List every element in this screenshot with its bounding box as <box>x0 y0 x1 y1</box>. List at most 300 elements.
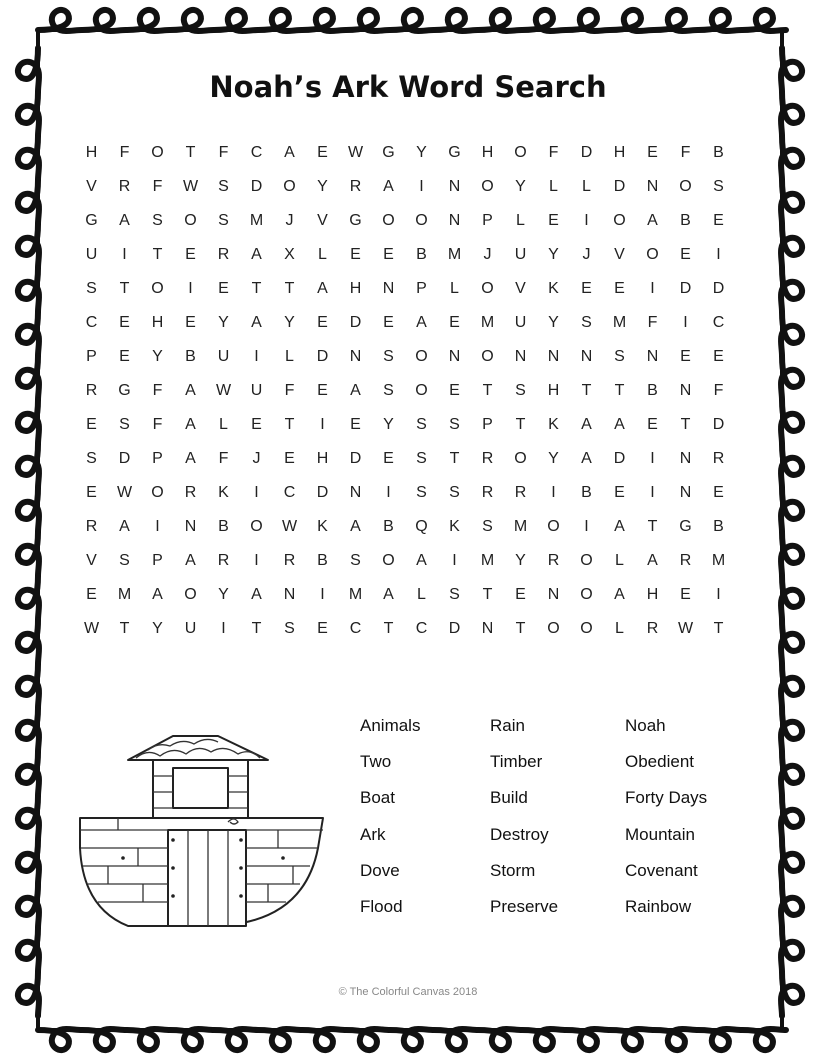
grid-letter: O <box>547 518 560 535</box>
word-item: Preserve <box>490 896 559 916</box>
grid-letter: O <box>415 382 428 399</box>
grid-letter: E <box>680 348 691 365</box>
grid-letter: L <box>615 552 624 569</box>
grid-letter: I <box>155 518 160 535</box>
grid-row <box>75 136 735 170</box>
grid-letter: M <box>480 314 495 331</box>
grid-letter: I <box>650 280 655 297</box>
grid-letter: E <box>119 314 130 331</box>
grid-letter: Y <box>383 416 394 433</box>
grid-letter: E <box>86 416 97 433</box>
word-item: Noah <box>625 716 666 735</box>
grid-letter: Y <box>284 314 295 331</box>
grid-letter: H <box>349 280 362 297</box>
grid-letter: E <box>86 586 97 603</box>
grid-letter: S <box>713 178 724 195</box>
grid-letter: T <box>713 620 724 637</box>
grid-row <box>75 170 735 204</box>
word-item: Animals <box>360 716 421 735</box>
grid-letter: N <box>448 348 461 365</box>
grid-letter: V <box>614 246 625 263</box>
grid-row <box>75 510 735 544</box>
grid-letter: E <box>317 620 328 637</box>
grid-letter: F <box>152 416 163 433</box>
grid-letter: O <box>481 348 494 365</box>
grid-letter: S <box>581 314 592 331</box>
grid-letter: E <box>185 246 196 263</box>
grid-letter: N <box>679 450 692 467</box>
grid-row <box>75 578 735 612</box>
grid-letter: E <box>251 416 262 433</box>
grid-letter: O <box>481 178 494 195</box>
grid-letter: S <box>482 518 493 535</box>
grid-letter: N <box>349 484 362 501</box>
grid-letter: A <box>383 586 394 603</box>
grid-letter: Y <box>317 178 328 195</box>
grid-letter: A <box>317 280 328 297</box>
grid-letter: A <box>251 246 262 263</box>
grid-letter: A <box>119 518 130 535</box>
grid-letter: E <box>647 144 658 161</box>
grid-letter: I <box>452 552 457 569</box>
grid-letter: R <box>85 382 98 399</box>
grid-letter: A <box>185 416 196 433</box>
grid-letter: F <box>119 144 130 161</box>
grid-letter: O <box>151 144 164 161</box>
word-item: Covenant <box>625 860 698 880</box>
grid-letter: P <box>86 348 97 365</box>
grid-letter: N <box>547 348 560 365</box>
grid-letter: O <box>580 586 593 603</box>
grid-letter: A <box>416 552 427 569</box>
grid-letter: E <box>449 382 460 399</box>
grid-letter: E <box>350 416 361 433</box>
grid-letter: R <box>547 552 560 569</box>
grid-letter: J <box>285 212 294 229</box>
grid-letter: L <box>549 178 558 195</box>
grid-letter: D <box>250 178 263 195</box>
grid-letter: N <box>481 620 494 637</box>
grid-letter: S <box>218 212 229 229</box>
grid-letter: I <box>254 484 259 501</box>
word-item: Forty Days <box>625 788 708 808</box>
grid-letter: W <box>182 178 199 195</box>
grid-row <box>75 340 735 374</box>
grid-letter: E <box>218 280 229 297</box>
grid-letter: R <box>217 246 230 263</box>
grid-letter: A <box>350 518 361 535</box>
grid-letter: I <box>221 620 226 637</box>
grid-letter: A <box>581 450 592 467</box>
grid-letter: M <box>447 246 462 263</box>
grid-letter: E <box>515 586 526 603</box>
grid-letter: F <box>680 144 691 161</box>
grid-letter: E <box>317 144 328 161</box>
grid-letter: S <box>86 450 97 467</box>
word-item: Destroy <box>490 824 549 844</box>
grid-letter: N <box>679 484 692 501</box>
grid-row <box>75 442 735 476</box>
grid-letter: O <box>415 212 428 229</box>
grid-row <box>75 238 735 272</box>
grid-letter: J <box>582 246 591 263</box>
grid-letter: H <box>646 586 659 603</box>
grid-letter: I <box>716 246 721 263</box>
grid-letter: X <box>284 246 295 263</box>
grid-letter: D <box>316 484 329 501</box>
word-item: Obedient <box>625 752 694 772</box>
grid-letter: T <box>185 144 196 161</box>
grid-letter: O <box>151 484 164 501</box>
grid-letter: F <box>548 144 559 161</box>
grid-letter: M <box>711 552 726 569</box>
grid-letter: D <box>580 144 593 161</box>
grid-letter: B <box>218 518 229 535</box>
grid-letter: T <box>647 518 658 535</box>
grid-letter: G <box>349 212 362 229</box>
grid-letter: Y <box>218 586 229 603</box>
grid-letter: T <box>515 620 526 637</box>
grid-letter: E <box>383 314 394 331</box>
grid-letter: T <box>119 280 130 297</box>
word-search-grid <box>75 136 735 646</box>
page-title: Noah’s Ark Word Search <box>209 70 607 104</box>
grid-letter: O <box>151 280 164 297</box>
grid-letter: A <box>416 314 427 331</box>
grid-letter: G <box>118 382 131 399</box>
grid-letter: A <box>284 144 295 161</box>
grid-letter: B <box>680 212 691 229</box>
grid-row <box>75 306 735 340</box>
grid-letter: D <box>349 314 362 331</box>
grid-row <box>75 204 735 238</box>
grid-letter: G <box>382 144 395 161</box>
grid-letter: Y <box>218 314 229 331</box>
grid-letter: Y <box>152 620 163 637</box>
grid-letter: P <box>152 450 163 467</box>
grid-letter: V <box>86 552 97 569</box>
grid-letter: F <box>152 178 163 195</box>
grid-letter: B <box>647 382 658 399</box>
grid-row <box>75 374 735 408</box>
grid-letter: R <box>514 484 527 501</box>
grid-letter: O <box>382 212 395 229</box>
grid-letter: L <box>450 280 459 297</box>
grid-letter: P <box>482 416 493 433</box>
grid-letter: C <box>712 314 725 331</box>
word-item: Two <box>360 752 392 772</box>
grid-letter: O <box>184 586 197 603</box>
grid-letter: W <box>116 484 133 501</box>
grid-letter: A <box>383 178 394 195</box>
grid-letter: A <box>614 416 625 433</box>
grid-letter: S <box>119 416 130 433</box>
grid-letter: G <box>679 518 692 535</box>
grid-letter: I <box>188 280 193 297</box>
word-item: Build <box>490 788 528 808</box>
grid-letter: T <box>119 620 130 637</box>
grid-letter: N <box>580 348 593 365</box>
copyright-notice: © The Colorful Canvas 2018 <box>338 986 478 998</box>
word-item: Storm <box>490 860 536 880</box>
grid-letter: R <box>349 178 362 195</box>
word-item: Dove <box>360 860 400 880</box>
grid-letter: S <box>416 450 427 467</box>
grid-letter: H <box>613 144 626 161</box>
grid-letter: D <box>349 450 362 467</box>
grid-letter: N <box>349 348 362 365</box>
grid-letter: F <box>218 450 229 467</box>
grid-letter: O <box>646 246 659 263</box>
word-list-column <box>490 712 558 929</box>
grid-row <box>75 408 735 442</box>
grid-letter: O <box>283 178 296 195</box>
grid-letter: I <box>122 246 127 263</box>
grid-letter: W <box>215 382 232 399</box>
grid-letter: I <box>650 450 655 467</box>
grid-letter: U <box>514 246 527 263</box>
grid-letter: F <box>713 382 724 399</box>
grid-letter: E <box>713 484 724 501</box>
grid-letter: E <box>713 212 724 229</box>
grid-letter: C <box>250 144 263 161</box>
grid-letter: R <box>217 552 230 569</box>
grid-letter: S <box>383 348 394 365</box>
grid-letter: E <box>383 246 394 263</box>
grid-letter: S <box>152 212 163 229</box>
grid-letter: A <box>647 212 658 229</box>
grid-letter: E <box>284 450 295 467</box>
grid-letter: K <box>218 484 229 501</box>
grid-letter: S <box>383 382 394 399</box>
grid-letter: D <box>316 348 329 365</box>
grid-letter: I <box>254 348 259 365</box>
grid-letter: I <box>386 484 391 501</box>
grid-letter: Y <box>548 246 559 263</box>
grid-letter: A <box>614 518 625 535</box>
grid-letter: A <box>185 450 196 467</box>
grid-letter: S <box>416 484 427 501</box>
grid-letter: S <box>449 586 460 603</box>
word-item: Rain <box>490 716 525 735</box>
grid-letter: S <box>449 484 460 501</box>
grid-letter: E <box>713 348 724 365</box>
word-item: Mountain <box>625 824 695 844</box>
word-item: Rainbow <box>625 896 692 916</box>
word-item: Flood <box>360 896 403 916</box>
grid-letter: R <box>283 552 296 569</box>
grid-letter: A <box>251 314 262 331</box>
grid-letter: G <box>448 144 461 161</box>
grid-letter: G <box>85 212 98 229</box>
grid-letter: E <box>86 484 97 501</box>
word-item: Timber <box>490 752 543 772</box>
grid-letter: A <box>350 382 361 399</box>
grid-letter: Y <box>515 552 526 569</box>
grid-letter: P <box>416 280 427 297</box>
grid-letter: F <box>647 314 658 331</box>
grid-letter: T <box>614 382 625 399</box>
grid-letter: P <box>152 552 163 569</box>
grid-letter: E <box>383 450 394 467</box>
grid-letter: S <box>119 552 130 569</box>
grid-letter: T <box>680 416 691 433</box>
grid-letter: I <box>551 484 556 501</box>
grid-letter: R <box>85 518 98 535</box>
grid-letter: O <box>547 620 560 637</box>
grid-letter: N <box>646 178 659 195</box>
grid-letter: S <box>515 382 526 399</box>
grid-letter: O <box>481 280 494 297</box>
grid-letter: T <box>482 382 493 399</box>
grid-letter: N <box>646 348 659 365</box>
grid-letter: O <box>514 450 527 467</box>
grid-letter: H <box>85 144 98 161</box>
grid-letter: S <box>449 416 460 433</box>
grid-letter: B <box>713 144 724 161</box>
grid-letter: R <box>184 484 197 501</box>
grid-letter: S <box>350 552 361 569</box>
grid-letter: Y <box>548 314 559 331</box>
grid-letter: W <box>83 620 100 637</box>
grid-letter: U <box>514 314 527 331</box>
grid-letter: I <box>584 212 589 229</box>
grid-letter: N <box>283 586 296 603</box>
grid-letter: T <box>515 416 526 433</box>
grid-letter: S <box>614 348 625 365</box>
grid-letter: A <box>119 212 130 229</box>
grid-letter: B <box>581 484 592 501</box>
grid-letter: A <box>251 586 262 603</box>
grid-letter: Y <box>152 348 163 365</box>
word-list-column <box>625 712 707 929</box>
grid-letter: B <box>416 246 427 263</box>
grid-letter: H <box>151 314 164 331</box>
grid-letter: D <box>712 416 725 433</box>
grid-letter: I <box>584 518 589 535</box>
word-item: Boat <box>360 788 395 808</box>
grid-letter: V <box>86 178 97 195</box>
noahs-ark-illustration <box>78 728 328 928</box>
grid-letter: K <box>548 416 559 433</box>
grid-letter: M <box>249 212 264 229</box>
grid-letter: R <box>481 450 494 467</box>
grid-letter: I <box>254 552 259 569</box>
grid-letter: U <box>184 620 197 637</box>
grid-letter: F <box>218 144 229 161</box>
grid-letter: O <box>514 144 527 161</box>
grid-letter: D <box>118 450 131 467</box>
grid-letter: O <box>679 178 692 195</box>
grid-letter: S <box>416 416 427 433</box>
grid-letter: I <box>716 586 721 603</box>
grid-letter: W <box>677 620 694 637</box>
grid-letter: E <box>548 212 559 229</box>
grid-letter: T <box>482 586 493 603</box>
grid-letter: E <box>185 314 196 331</box>
grid-letter: M <box>612 314 627 331</box>
grid-letter: K <box>317 518 328 535</box>
grid-letter: N <box>184 518 197 535</box>
grid-letter: T <box>383 620 394 637</box>
grid-letter: H <box>547 382 560 399</box>
grid-letter: F <box>152 382 163 399</box>
grid-letter: K <box>548 280 559 297</box>
grid-letter: N <box>382 280 395 297</box>
grid-letter: A <box>581 416 592 433</box>
grid-letter: Q <box>415 518 428 535</box>
grid-letter: A <box>185 382 196 399</box>
word-list-column <box>360 712 420 929</box>
grid-letter: A <box>185 552 196 569</box>
grid-letter: E <box>680 246 691 263</box>
grid-letter: N <box>547 586 560 603</box>
grid-letter: E <box>350 246 361 263</box>
grid-letter: E <box>614 484 625 501</box>
grid-letter: C <box>415 620 428 637</box>
grid-letter: I <box>320 586 325 603</box>
grid-letter: E <box>449 314 460 331</box>
grid-letter: O <box>580 620 593 637</box>
grid-letter: S <box>218 178 229 195</box>
grid-row <box>75 612 735 646</box>
grid-letter: I <box>320 416 325 433</box>
grid-letter: J <box>483 246 492 263</box>
grid-letter: M <box>117 586 132 603</box>
grid-letter: L <box>285 348 294 365</box>
grid-letter: T <box>251 620 262 637</box>
grid-letter: L <box>615 620 624 637</box>
grid-letter: L <box>219 416 228 433</box>
grid-letter: W <box>347 144 364 161</box>
grid-letter: N <box>448 178 461 195</box>
grid-letter: L <box>318 246 327 263</box>
grid-letter: O <box>613 212 626 229</box>
grid-letter: T <box>251 280 262 297</box>
grid-letter: T <box>284 280 295 297</box>
grid-letter: W <box>281 518 298 535</box>
grid-letter: Y <box>416 144 427 161</box>
grid-letter: T <box>581 382 592 399</box>
grid-letter: L <box>417 586 426 603</box>
grid-row <box>75 272 735 306</box>
grid-letter: L <box>516 212 525 229</box>
grid-letter: E <box>119 348 130 365</box>
grid-letter: B <box>317 552 328 569</box>
grid-row <box>75 476 735 510</box>
grid-letter: S <box>284 620 295 637</box>
grid-letter: S <box>86 280 97 297</box>
grid-letter: M <box>480 552 495 569</box>
grid-letter: D <box>613 178 626 195</box>
grid-letter: K <box>449 518 460 535</box>
grid-letter: D <box>712 280 725 297</box>
grid-letter: B <box>185 348 196 365</box>
grid-letter: O <box>184 212 197 229</box>
grid-letter: E <box>680 586 691 603</box>
grid-letter: F <box>284 382 295 399</box>
grid-letter: C <box>283 484 296 501</box>
grid-letter: R <box>481 484 494 501</box>
grid-letter: P <box>482 212 493 229</box>
grid-letter: D <box>613 450 626 467</box>
grid-letter: T <box>152 246 163 263</box>
grid-letter: E <box>317 314 328 331</box>
grid-letter: H <box>481 144 494 161</box>
grid-letter: N <box>679 382 692 399</box>
grid-letter: A <box>152 586 163 603</box>
grid-letter: T <box>449 450 460 467</box>
